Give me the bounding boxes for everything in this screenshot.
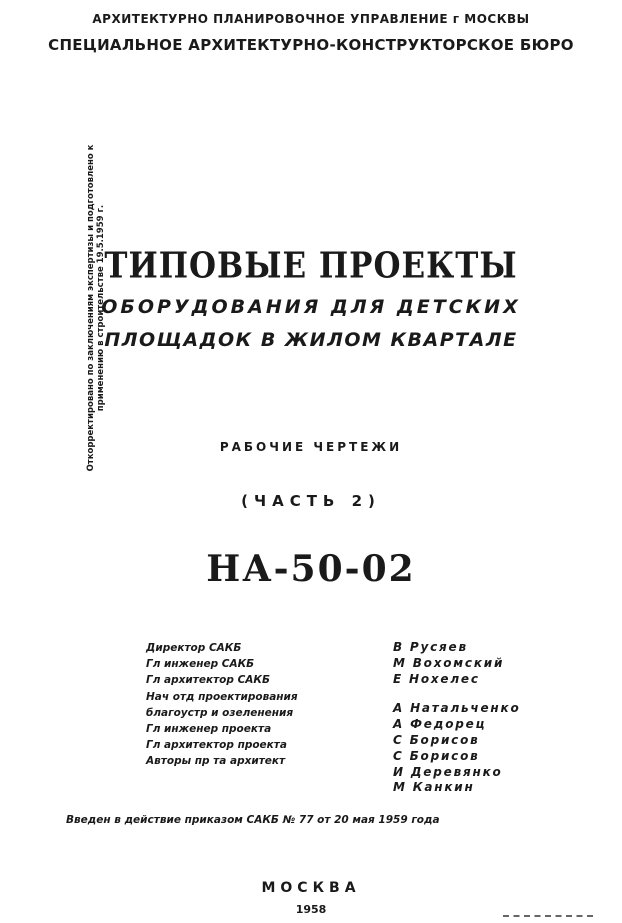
staff-role: Авторы пр та архитект xyxy=(146,755,286,768)
staff-name: А Натальченко xyxy=(393,701,521,716)
staff-role: Гл архитектор проекта xyxy=(146,739,287,752)
staff-names xyxy=(393,640,521,796)
staff-gap xyxy=(393,687,521,701)
drawings-label: РАБОЧИЕ ЧЕРТЕЖИ xyxy=(219,440,403,454)
staff-name: А Федорец xyxy=(393,717,487,732)
decree-note: Введен в действие приказом САКБ № 77 от 20 мая 1959 года xyxy=(66,814,440,826)
project-code: НА-50-02 xyxy=(206,548,416,590)
staff-name: С Борисов xyxy=(393,732,480,747)
staff-role: благоустр и озеленения xyxy=(146,706,294,719)
document-title: ТИПОВЫЕ ПРОЕКТЫ xyxy=(104,245,518,287)
staff-name: С Борисов xyxy=(393,748,480,763)
staff-roles xyxy=(146,640,298,770)
staff-role: Гл инженер САКБ xyxy=(146,658,255,671)
staff-name: М Вохомский xyxy=(393,655,505,670)
organization-header: АРХИТЕКТУРНО ПЛАНИРОВОЧНОЕ УПРАВЛЕНИЕ г МОСКВЫ xyxy=(92,12,530,26)
approval-stamp-line: Откорректировано по заключениям экспертизы и подготовлено к xyxy=(86,144,96,472)
city-label: МОСКВА xyxy=(261,880,361,896)
year-label: 1958 xyxy=(295,903,327,916)
document-subtitle-line2: ПЛОЩАДОК В ЖИЛОМ КВАРТАЛЕ xyxy=(104,329,518,351)
bureau-header: СПЕЦИАЛЬНОЕ АРХИТЕКТУРНО-КОНСТРУКТОРСКОЕ БЮРО xyxy=(48,36,574,54)
staff-name: М Канкин xyxy=(393,780,475,795)
staff-role: Гл архитектор САКБ xyxy=(146,674,270,687)
part-label: (ЧАСТЬ 2) xyxy=(241,492,381,510)
staff-name: И Деревянко xyxy=(393,764,503,779)
document-subtitle-line1: ОБОРУДОВАНИЯ ДЛЯ ДЕТСКИХ xyxy=(101,296,521,318)
staff-role: Нач отд проектирования xyxy=(146,690,298,703)
staff-role: Директор САКБ xyxy=(146,642,242,654)
staff-role: Гл инженер проекта xyxy=(146,723,272,736)
staff-name: В Русяев xyxy=(393,640,468,654)
staff-name: Е Нохелес xyxy=(393,671,480,686)
page-edge-mark xyxy=(503,915,593,917)
approval-stamp-line: применению в строительстве 19.5.1959 г. xyxy=(96,204,106,412)
